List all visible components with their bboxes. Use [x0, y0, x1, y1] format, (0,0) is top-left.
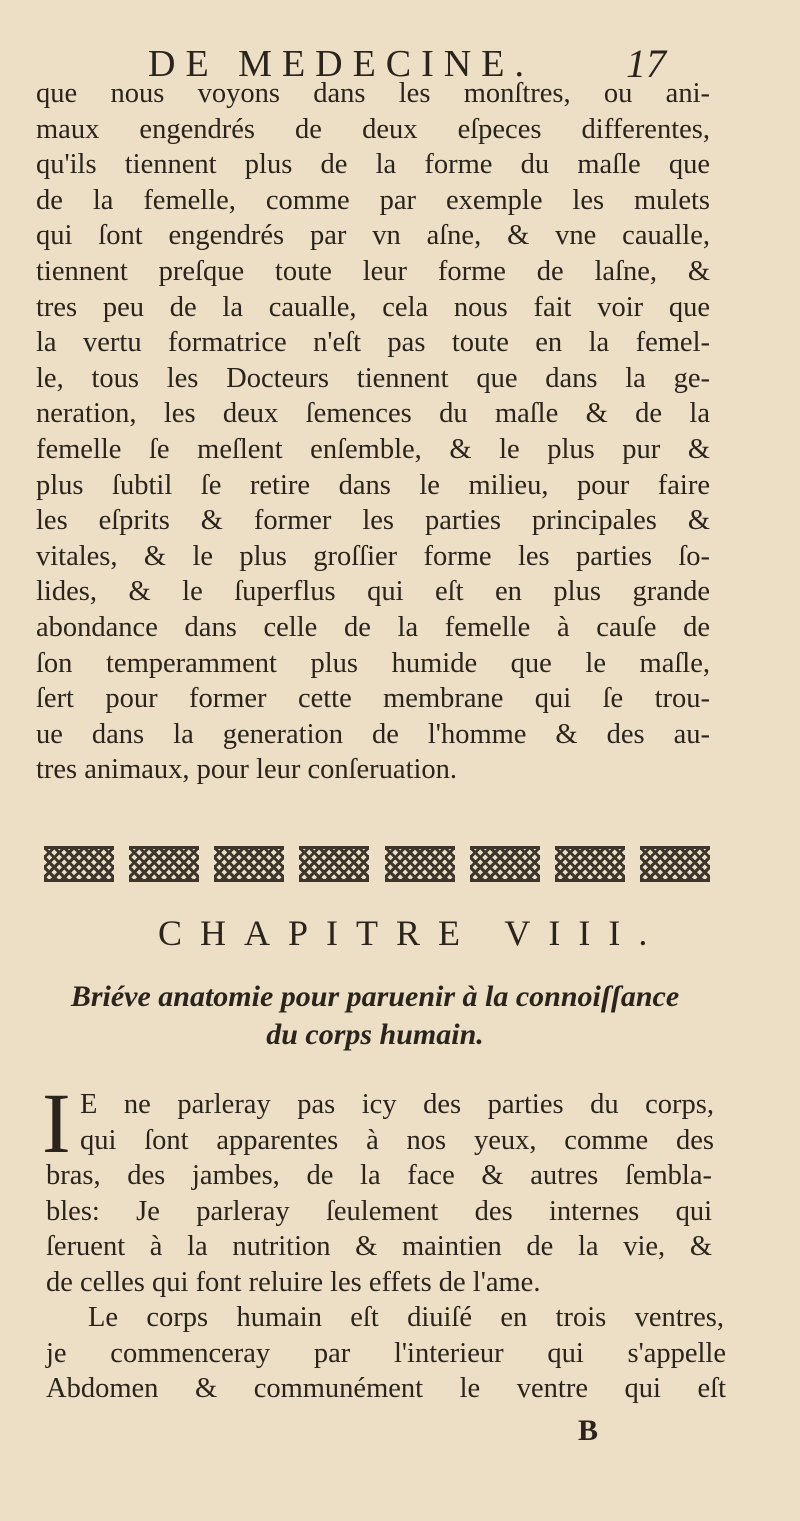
text-line: abondance dans celle de la femelle à cauſe de [36, 612, 710, 643]
page-number: 17 [626, 41, 666, 86]
text-line: Abdomen & communément le ventre qui eſt [46, 1373, 726, 1405]
text-line: de la femelle, comme par exemple les mulets [36, 184, 710, 216]
text-line: qui ſont engendrés par vn aſne, & vne caualle, [36, 220, 710, 252]
ornament-motif [129, 846, 199, 882]
chapter-subtitle-line-1: Briéve anatomie pour paruenir à la connoiſſance [70, 980, 680, 1013]
text-line: tres animaux, pour leur conſeruation. [36, 754, 458, 786]
text-line: bles: Je parleray ſeulement des internes qui [46, 1195, 712, 1227]
text-line: ue dans la generation de l'homme & des au- [36, 718, 710, 750]
text-line: que nous voyons dans les monſtres, ou ani- [36, 78, 710, 109]
text-line: E ne parleray pas icy des parties du corps, [80, 1089, 714, 1120]
text-line: la vertu formatrice n'eſt pas toute en la femel- [36, 327, 710, 359]
drop-cap: I [42, 1075, 71, 1171]
chapter-heading: CHAPITRE VIII. [158, 913, 666, 953]
text-line: femelle ſe meſlent enſemble, & le plus pur & [36, 434, 710, 465]
text-line: maux engendrés de deux eſpeces differentes, [36, 113, 710, 145]
text-line: qu'ils tiennent plus de la forme du maſle que [36, 149, 710, 181]
ornament-motif [214, 846, 284, 882]
text-line: ſeruent à la nutrition & maintien de la vie, & [46, 1231, 712, 1263]
signature-mark: B [578, 1414, 599, 1447]
text-line: ſon temperamment plus humide que le maſle, [36, 647, 710, 679]
chapter-subtitle-line-2: du corps humain. [266, 1018, 484, 1051]
text-line: ſert pour former cette membrane qui ſe trou- [36, 683, 710, 715]
text-line: vitales, & le plus groſſier forme les parties ſo- [36, 540, 710, 572]
text-line: je commenceray par l'interieur qui s'appelle [46, 1337, 726, 1369]
text-line: tres peu de la caualle, cela nous fait voir que [36, 291, 710, 323]
text-line: les eſprits & former les parties principales & [36, 505, 710, 537]
text-line: bras, des jambes, de la face & autres ſembla- [46, 1160, 712, 1192]
running-title: DE MEDECINE. [148, 43, 534, 85]
text-line: qui ſont apparentes à nos yeux, comme des [80, 1124, 714, 1156]
text-line: lides, & le ſuperflus qui eſt en plus grande [36, 576, 710, 608]
text-line: Le corps humain eſt diuiſé en trois ventres, [88, 1302, 724, 1333]
ornament-motif [299, 846, 369, 882]
text-line: plus ſubtil ſe retire dans le milieu, pour faire [36, 469, 710, 501]
text-line: neration, les deux ſemences du maſle & de la [36, 398, 710, 430]
ornament-motif [555, 846, 625, 882]
ornament-motif [470, 846, 540, 882]
text-line: tiennent preſque toute leur forme de laſne, & [36, 256, 710, 287]
decorative-ornament-band [44, 844, 710, 884]
text-line: le, tous les Docteurs tiennent que dans la ge- [36, 362, 710, 394]
ornament-motif [640, 846, 710, 882]
text-line: de celles qui font reluire les effets de l'ame. [46, 1267, 541, 1298]
ornament-motif [44, 846, 114, 882]
ornament-motif [385, 846, 455, 882]
